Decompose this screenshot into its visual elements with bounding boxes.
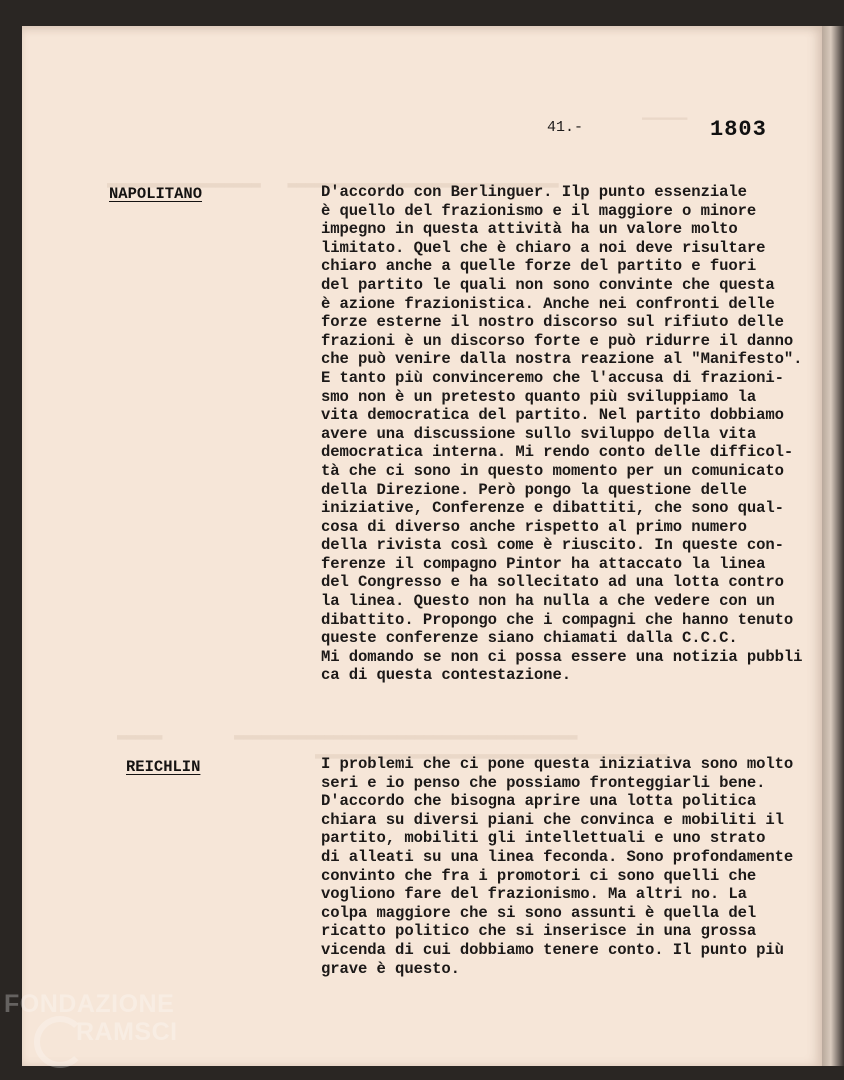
text-line: E tanto più convinceremo che l'accusa di frazioni- <box>321 368 784 387</box>
bleed-through-block-2: ▂▂▂▂▂ ▂▂▂▂▂▂▂▂▂▂▂▂▂▂▂▂▂▂▂▂▂▂▂▂▂▂▂▂▂▂▂▂▂▂▂▂▂▂ ▂▂▂▂▂▂▂▂▂▂▂▂▂▂▂▂▂▂▂▂▂▂▂▂▂▂▂▂▂▂▂▂▂▂▂▂▂▂▂ <box>117 724 668 760</box>
text-line: avere una discussione sullo sviluppo della vita <box>321 424 757 443</box>
document-page <box>22 26 822 1066</box>
speaker-name: NAPOLITANO <box>109 185 203 203</box>
text-line: seri e io penso che possiamo fronteggiarli bene. <box>321 773 766 792</box>
bleed-through-header: ▁▁▁▁▁ <box>642 104 688 121</box>
text-line: forze esterne il nostro discorso sul rifiuto delle <box>321 313 784 332</box>
text-line: ferenze il compagno Pintor ha attaccato la linea <box>321 554 766 573</box>
text-line: democratica interna. Mi rendo conto delle difficol- <box>321 443 794 462</box>
text-line: tà che ci sono in questo momento per un comunicato <box>321 461 784 480</box>
speaker-name: REICHLIN <box>126 758 201 776</box>
text-line: vicenda di cui dobbiamo tenere conto. Il punto più <box>321 940 784 959</box>
text-line: impegno in questa attività ha un valore molto <box>321 220 738 239</box>
watermark-line-2: RAMSCI <box>76 1018 178 1046</box>
text-line: cosa di diverso anche rispetto al primo numero <box>321 517 747 536</box>
text-line: D'accordo con Berlinguer. Ilp punto essenziale <box>321 183 747 201</box>
text-line: dibattito. Propongo che i compagni che hanno tenuto <box>321 610 794 629</box>
text-line: convinto che fra i promotori ci sono quelli che <box>321 866 757 885</box>
text-line: D'accordo che bisogna aprire una lotta politica <box>321 792 757 811</box>
bleed-through-block-1: ▂▂▂▂▂▂▂▂▂▂▂▂▂▂▂▂▂ ▂▂▂▂▂▂▂▂▂▂▂▂▂▂▂▂▂▂▂▂▂▂▂▂▂▂▂▂▂▂ <box>107 172 559 189</box>
page-number: 41.- <box>547 119 584 136</box>
text-line: queste conferenze siano chiamati dalla C.C.C. <box>321 629 738 648</box>
text-line: chiara su diversi piani che convinca e mobiliti il <box>321 810 784 829</box>
text-line: I problemi che ci pone questa iniziativa sono molto <box>321 755 794 773</box>
text-line: la linea. Questo non ha nulla a che vedere con un <box>321 592 775 611</box>
text-line: ca di questa contestazione. <box>321 666 571 685</box>
speech-text <box>321 755 821 978</box>
text-line: colpa maggiore che si sono assunti è quella del <box>321 903 757 922</box>
text-line: iniziative, Conferenze e dibattiti, che sono qual- <box>321 499 784 518</box>
text-line: vita democratica del partito. Nel partito dobbiamo <box>321 406 784 425</box>
text-line: di alleati su una linea feconda. Sono profondamente <box>321 847 794 866</box>
fondazione-gramsci-watermark <box>4 990 214 1070</box>
text-line: chiaro anche a quelle forze del partito e fuori <box>321 257 757 276</box>
text-line: è quello del frazionismo e il maggiore o minore <box>321 201 757 220</box>
text-line: smo non è un pretesto quanto più sviluppiamo la <box>321 387 757 406</box>
text-line: della Direzione. Però pongo la questione delle <box>321 480 747 499</box>
text-line: vogliono fare del frazionismo. Ma altri no. La <box>321 885 747 904</box>
text-line: è azione frazionistica. Anche nei confronti delle <box>321 294 775 313</box>
speech-text <box>321 183 821 685</box>
text-line: che può venire dalla nostra reazione al "Manifesto". <box>321 350 803 369</box>
text-line: della rivista così come è riuscito. In queste con- <box>321 536 784 555</box>
text-line: del Congresso e ha sollecitato ad una lotta contro <box>321 573 784 592</box>
text-line: Mi domando se non ci possa essere una notizia pubbli <box>321 647 803 666</box>
text-line: limitato. Quel che è chiaro a noi deve risultare <box>321 238 766 257</box>
text-line: del partito le quali non sono convinte che questa <box>321 275 775 294</box>
text-line: ricatto politico che si inserisce in una grossa <box>321 922 757 941</box>
watermark-line-1: FONDAZIONE <box>4 990 175 1018</box>
text-line: partito, mobiliti gli intellettuali e uno strato <box>321 829 766 848</box>
text-line: grave è questo. <box>321 959 460 978</box>
archive-stamp-number: 1803 <box>710 117 767 142</box>
page-edge <box>822 26 844 1066</box>
text-line: frazioni è un discorso forte e può ridurre il danno <box>321 331 794 350</box>
